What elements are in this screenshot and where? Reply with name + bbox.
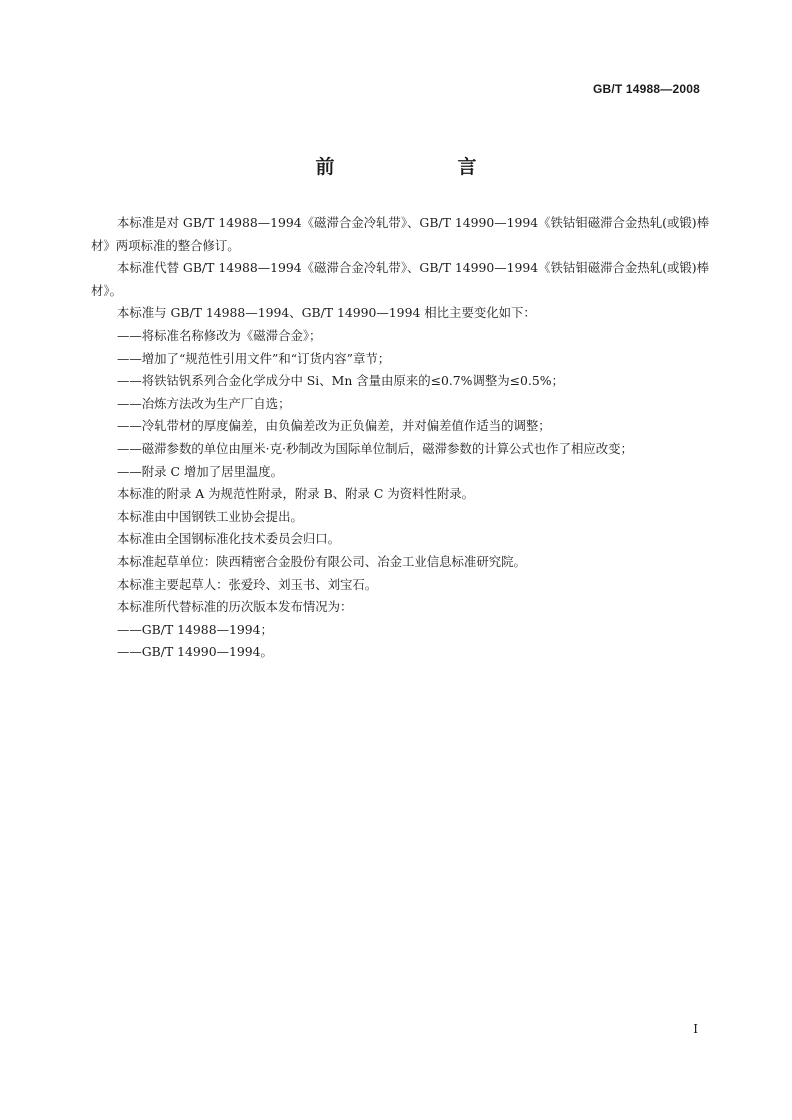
paragraph-changes-intro: 本标准与 GB/T 14988—1994、GB/T 14990—1994 相比主要变化如下： xyxy=(117,305,536,321)
history-item: ——GB/T 14990—1994。 xyxy=(117,644,273,660)
change-item: ——将标准名称修改为《磁滞合金》； xyxy=(117,327,322,343)
history-item: ——GB/T 14988—1994； xyxy=(117,621,273,637)
change-item: ——增加了“规范性引用文件”和“订货内容”章节； xyxy=(117,350,391,366)
statement-appendix: 本标准的附录 A 为规范性附录，附录 B、附录 C 为资料性附录。 xyxy=(117,486,474,502)
paragraph-revision-basis: 本标准是对 GB/T 14988—1994《磁滞合金冷轧带》、GB/T 14990—1994《铁钴钼磁滞合金热轧(或锻)棒材》两项标准的整合修订。 xyxy=(91,215,709,253)
change-item: ——附录 C 增加了居里温度。 xyxy=(117,463,284,479)
change-item: ——磁滞参数的单位由厘米·克·秒制改为国际单位制后，磁滞参数的计算公式也作了相应改变； xyxy=(117,440,633,456)
statement-proposer: 本标准由中国钢铁工业协会提出。 xyxy=(117,508,303,524)
statement-committee: 本标准由全国钢标准化技术委员会归口。 xyxy=(117,531,341,547)
paragraph-replacement: 本标准代替 GB/T 14988—1994《磁滞合金冷轧带》、GB/T 14990—1994《铁钴钼磁滞合金热轧(或锻)棒材》。 xyxy=(91,260,709,298)
statement-drafting-units: 本标准起草单位：陕西精密合金股份有限公司、冶金工业信息标准研究院。 xyxy=(117,553,526,569)
change-item: ——冶炼方法改为生产厂自选； xyxy=(117,395,291,411)
change-item: ——将铁钴钒系列合金化学成分中 Si、Mn 含量由原来的≤0.7%调整为≤0.5%； xyxy=(117,373,564,389)
statement-drafters: 本标准主要起草人：张爱玲、刘玉书、刘宝石。 xyxy=(117,576,378,592)
statement-history-intro: 本标准所代替标准的历次版本发布情况为： xyxy=(117,599,353,615)
foreword-body xyxy=(91,212,709,664)
page-number: I xyxy=(693,1022,698,1036)
page-title: 前 言 xyxy=(315,156,529,178)
change-item: ——冷轧带材的厚度偏差，由负偏差改为正负偏差，并对偏差值作适当的调整； xyxy=(117,418,551,434)
standard-code-header: GB/T 14988—2008 xyxy=(592,82,700,96)
